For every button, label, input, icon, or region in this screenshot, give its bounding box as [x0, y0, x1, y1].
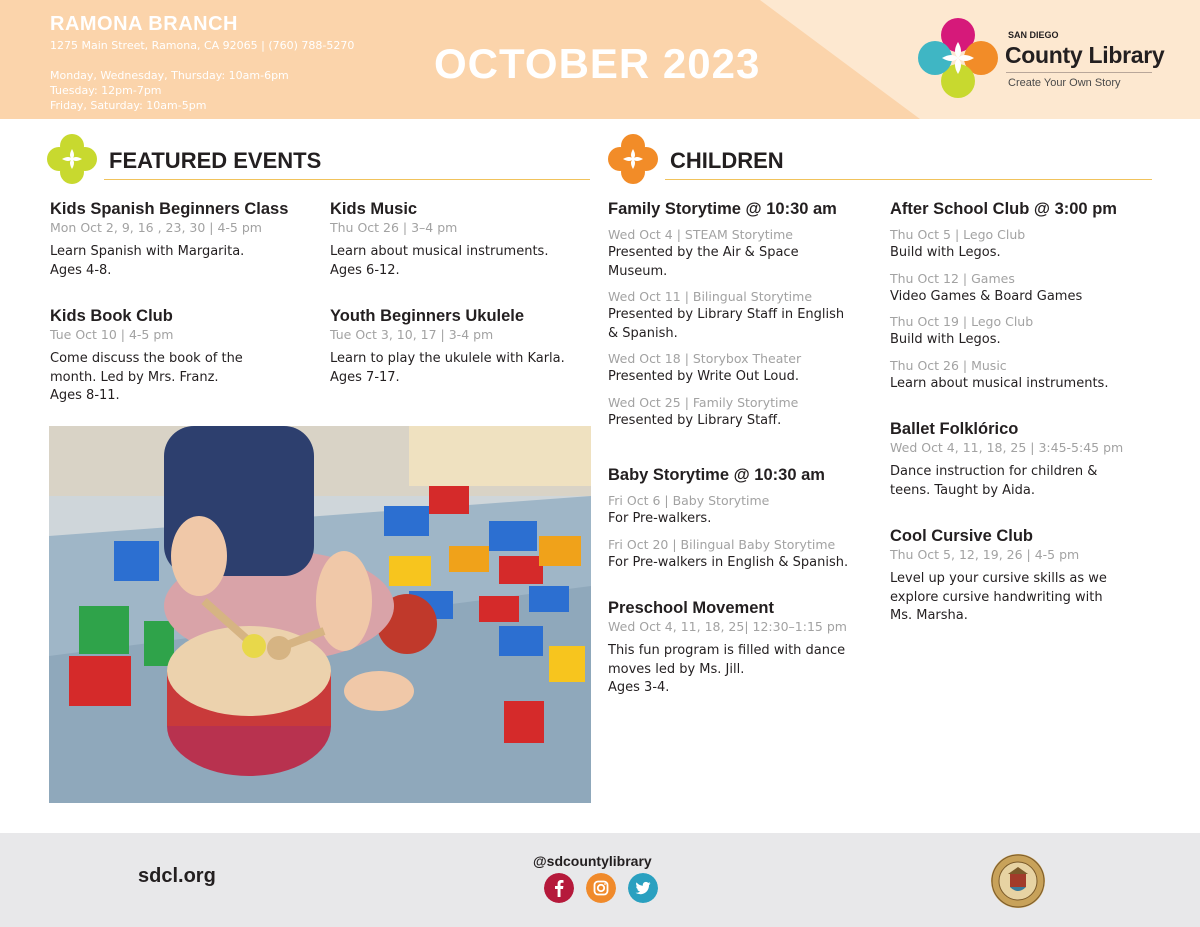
event-description	[890, 331, 1117, 350]
description-line: Come discuss the book of the	[50, 351, 243, 366]
event-title: Cool Cursive Club	[890, 527, 1034, 545]
description-line: Presented by Library Staff.	[608, 412, 782, 428]
instagram-icon[interactable]	[586, 873, 616, 903]
event-title: Ballet Folklórico	[890, 420, 1019, 438]
description-line: Presented by Write Out Loud.	[608, 369, 799, 384]
description-line: Ms. Marsha.	[890, 608, 968, 623]
cool-cursive-club	[890, 526, 1107, 626]
description-line: teens. Taught by Aida.	[890, 482, 1036, 498]
event-when: Wed Oct 25 | Family Storytime	[608, 394, 799, 410]
description-line: Learn to play the ukulele with Karla.	[330, 351, 565, 366]
event-when: Thu Oct 12 | Games	[890, 270, 1015, 286]
section-title: FEATURED EVENTS	[109, 148, 322, 173]
twitter-icon[interactable]	[628, 873, 658, 903]
logo-divider	[1006, 72, 1152, 73]
event-description	[608, 510, 848, 529]
event-description	[890, 570, 1107, 626]
section-rule	[665, 179, 1152, 180]
baby-storytime	[608, 465, 848, 572]
description-line: explore cursive handwriting with	[890, 589, 1103, 605]
child-playing-drum-photo	[49, 426, 591, 803]
family-storytime	[608, 199, 844, 430]
event-description	[890, 463, 1123, 500]
description-line: Ages 3-4.	[608, 680, 670, 695]
event-title: Kids Book Club	[50, 307, 173, 325]
event-title: Youth Beginners Ukulele	[330, 307, 525, 325]
description-line: Learn about musical instruments.	[890, 375, 1109, 391]
event-kids-music	[330, 199, 548, 280]
event-description	[890, 375, 1117, 394]
description-line: moves led by Ms. Jill.	[608, 661, 745, 677]
event-description	[50, 243, 288, 280]
event-title: Baby Storytime @ 10:30 am	[608, 466, 825, 484]
storytime-item	[608, 394, 844, 431]
green-flower-icon	[47, 134, 97, 184]
photo-illustration	[49, 426, 591, 803]
event-description	[50, 350, 243, 406]
event-description	[608, 554, 848, 573]
event-when: Wed Oct 4, 11, 18, 25 | 3:45-5:45 pm	[890, 440, 1124, 455]
event-description	[608, 412, 844, 431]
county-seal-icon	[990, 853, 1046, 909]
event-title: Family Storytime @ 10:30 am	[608, 200, 837, 218]
event-title: After School Club @ 3:00 pm	[890, 200, 1117, 218]
branch-hours	[50, 68, 289, 113]
event-when: Wed Oct 11 | Bilingual Storytime	[608, 289, 813, 304]
page-footer	[0, 833, 1200, 927]
event-when: Wed Oct 4, 11, 18, 25| 12:30–1:15 pm	[608, 619, 847, 634]
preschool-movement	[608, 598, 847, 698]
description-line: Ages 6-12.	[330, 262, 400, 278]
description-line: Learn about musical instruments.	[330, 244, 549, 259]
description-line: Presented by Library Staff in English	[608, 307, 845, 322]
description-line: Ages 4-8.	[50, 262, 112, 278]
page-header	[0, 0, 1200, 119]
event-when: Thu Oct 5 | Lego Club	[890, 227, 1026, 242]
storytime-item	[608, 536, 848, 573]
county-library-logo[interactable]	[918, 18, 1165, 100]
event-kids-book-club	[50, 306, 243, 406]
club-item	[890, 226, 1117, 263]
description-line: Video Games & Board Games	[890, 288, 1083, 304]
description-line: Dance instruction for children &	[890, 464, 1098, 479]
event-description	[608, 244, 844, 281]
event-title: Kids Spanish Beginners Class	[50, 200, 289, 218]
description-line: Presented by the Air & Space	[608, 245, 799, 260]
section-title: CHILDREN	[670, 148, 784, 173]
featured-events-heading	[47, 134, 592, 188]
storytime-item	[608, 492, 848, 529]
event-when: Thu Oct 19 | Lego Club	[890, 314, 1034, 329]
event-when: Tue Oct 3, 10, 17 | 3-4 pm	[330, 327, 494, 342]
description-line: Ages 8-11.	[50, 388, 120, 403]
storytime-item	[608, 226, 844, 281]
event-when: Mon Oct 2, 9, 16 , 23, 30 | 4-5 pm	[50, 220, 262, 235]
description-line: month. Led by Mrs. Franz.	[50, 369, 219, 385]
library-flower-logo-icon	[918, 18, 998, 98]
orange-flower-icon	[608, 134, 658, 184]
logo-small-text: SAN DIEGO	[1008, 30, 1059, 40]
storytime-item	[608, 288, 844, 343]
event-when: Thu Oct 26 | 3–4 pm	[330, 220, 458, 235]
description-line: For Pre-walkers in English & Spanish.	[608, 554, 849, 570]
facebook-icon[interactable]	[544, 873, 574, 903]
after-school-club	[890, 199, 1117, 393]
club-item	[890, 313, 1117, 350]
event-description	[608, 642, 847, 698]
storytime-item	[608, 350, 844, 387]
event-kids-spanish	[50, 199, 288, 280]
club-item	[890, 270, 1117, 307]
event-when: Thu Oct 26 | Music	[890, 357, 1007, 373]
description-line: & Spanish.	[608, 325, 678, 341]
ballet-folklorico	[890, 419, 1123, 500]
hours-line: Monday, Wednesday, Thursday: 10am-6pm	[50, 69, 289, 82]
logo-tagline: Create Your Own Story	[1008, 77, 1121, 89]
children-heading	[608, 134, 1153, 188]
event-description	[330, 350, 565, 387]
logo-title: County Library	[1005, 42, 1165, 68]
hours-line: Tuesday: 12pm-7pm	[50, 84, 162, 97]
event-when: Wed Oct 18 | Storybox Theater	[608, 351, 802, 366]
description-line: Build with Legos.	[890, 245, 1001, 260]
section-rule	[104, 179, 590, 180]
branch-address: 1275 Main Street, Ramona, CA 92065 | (760) 788-5270	[50, 39, 355, 52]
hours-line: Friday, Saturday: 10am-5pm	[50, 99, 207, 112]
event-when: Fri Oct 6 | Baby Storytime	[608, 493, 770, 508]
event-when: Tue Oct 10 | 4-5 pm	[50, 327, 174, 342]
event-youth-ukulele	[330, 306, 565, 387]
description-line: Build with Legos.	[890, 332, 1001, 347]
social-handle: @sdcountylibrary	[533, 853, 652, 869]
event-title: Kids Music	[330, 200, 418, 218]
club-item	[890, 357, 1117, 394]
event-description	[330, 243, 548, 280]
event-description	[608, 368, 844, 387]
event-description	[890, 244, 1117, 263]
event-description	[608, 306, 844, 343]
description-line: Learn Spanish with Margarita.	[50, 244, 245, 259]
event-when: Wed Oct 4 | STEAM Storytime	[608, 227, 793, 242]
month-title: OCTOBER 2023	[434, 40, 761, 87]
event-when: Fri Oct 20 | Bilingual Baby Storytime	[608, 536, 836, 552]
event-title: Preschool Movement	[608, 599, 774, 617]
description-line: Museum.	[608, 263, 668, 279]
event-description	[890, 288, 1117, 307]
description-line: Level up your cursive skills as we	[890, 571, 1107, 586]
event-when: Thu Oct 5, 12, 19, 26 | 4-5 pm	[890, 547, 1080, 562]
branch-name: RAMONA BRANCH	[50, 13, 238, 35]
description-line: For Pre-walkers.	[608, 511, 712, 526]
description-line: Ages 7-17.	[330, 369, 400, 385]
website-link[interactable]: sdcl.org	[138, 865, 216, 887]
description-line: This fun program is filled with dance	[608, 643, 846, 658]
